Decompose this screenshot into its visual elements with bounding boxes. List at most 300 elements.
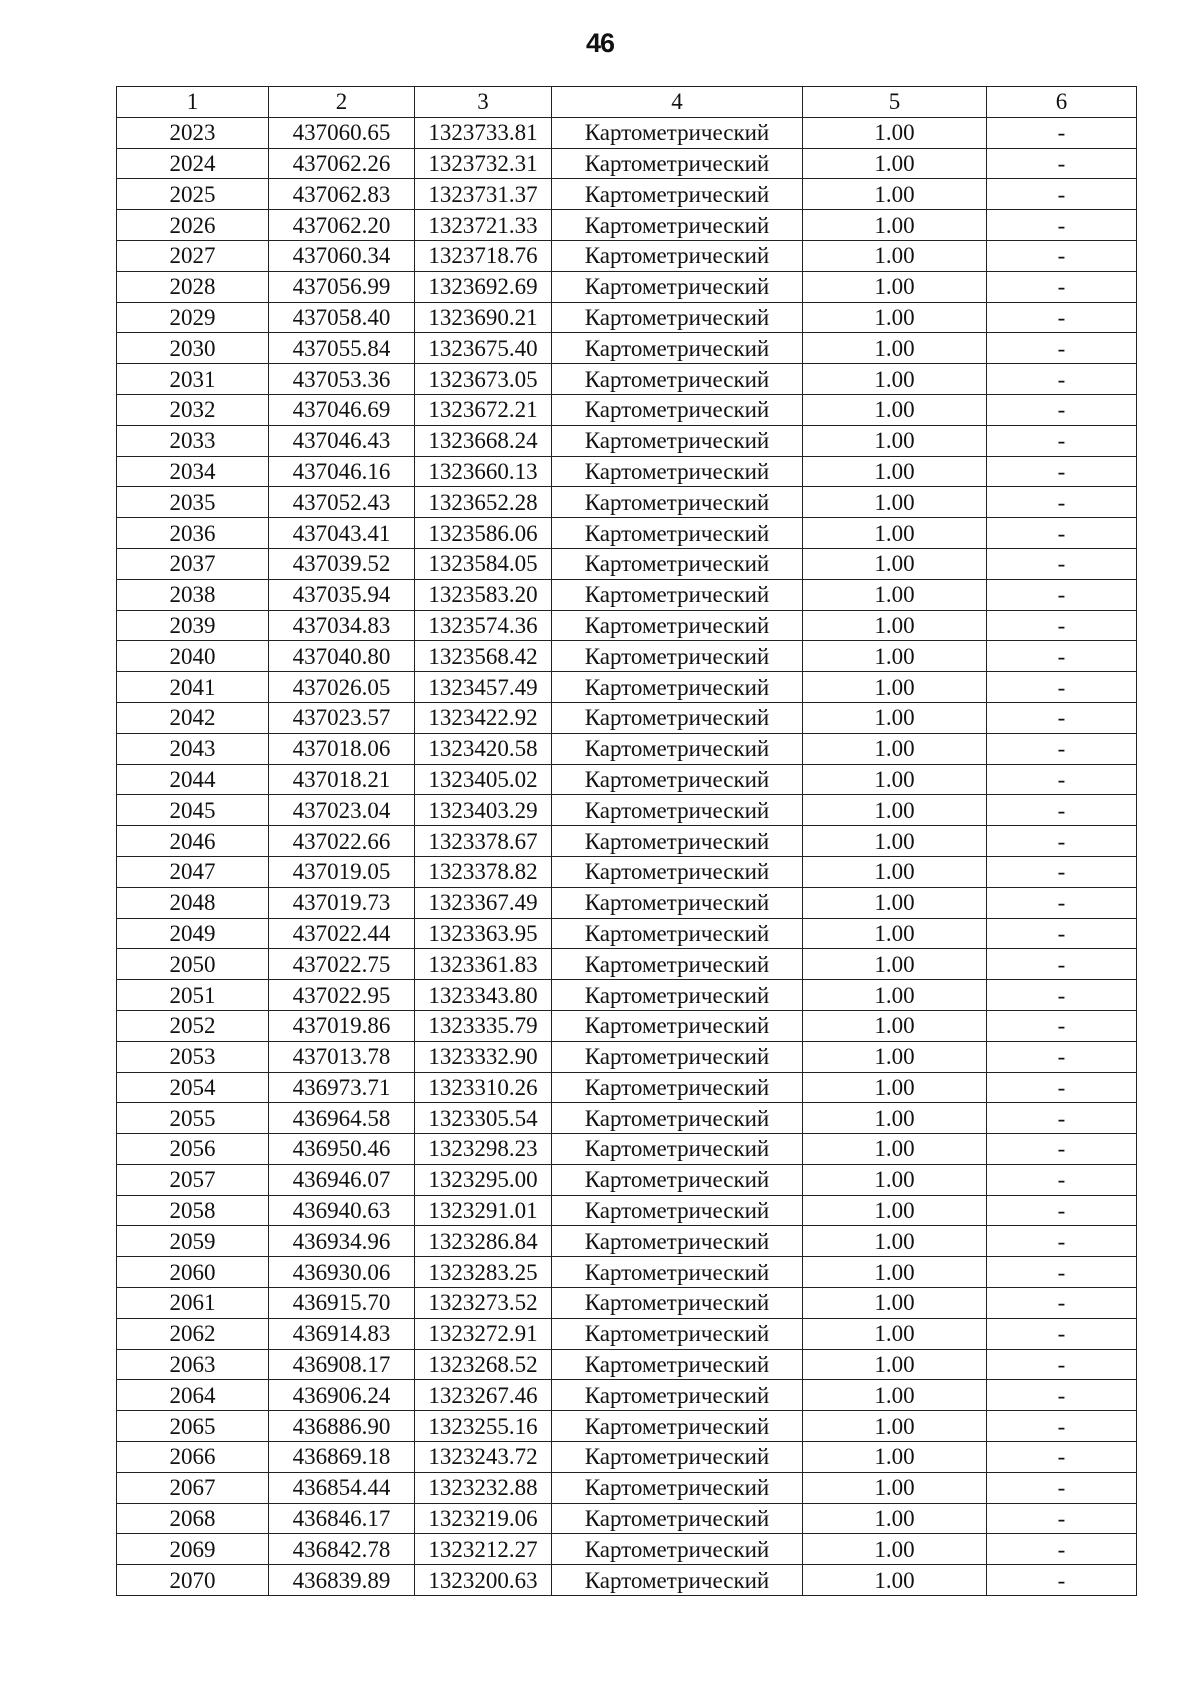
point-number-cell: 2039 — [117, 610, 269, 641]
table-row — [117, 1349, 1137, 1380]
method-cell: Картометрический — [552, 1041, 803, 1072]
note-cell: - — [987, 1380, 1137, 1411]
accuracy-cell: 1.00 — [803, 887, 987, 918]
note-cell: - — [987, 364, 1137, 395]
table-row — [117, 148, 1137, 179]
table-row — [117, 1103, 1137, 1134]
accuracy-cell: 1.00 — [803, 179, 987, 210]
point-number-cell: 2030 — [117, 333, 269, 364]
y-coordinate-cell: 1323403.29 — [415, 795, 552, 826]
accuracy-cell: 1.00 — [803, 394, 987, 425]
note-cell: - — [987, 1164, 1137, 1195]
note-cell: - — [987, 579, 1137, 610]
accuracy-cell: 1.00 — [803, 518, 987, 549]
method-cell: Картометрический — [552, 1288, 803, 1319]
note-cell: - — [987, 1318, 1137, 1349]
note-cell: - — [987, 179, 1137, 210]
method-cell: Картометрический — [552, 487, 803, 518]
x-coordinate-cell: 437043.41 — [269, 518, 415, 549]
y-coordinate-cell: 1323200.63 — [415, 1565, 552, 1596]
y-coordinate-cell: 1323405.02 — [415, 764, 552, 795]
x-coordinate-cell: 437062.26 — [269, 148, 415, 179]
table-row — [117, 1503, 1137, 1534]
y-coordinate-cell: 1323568.42 — [415, 641, 552, 672]
note-cell: - — [987, 302, 1137, 333]
y-coordinate-cell: 1323586.06 — [415, 518, 552, 549]
point-number-cell: 2068 — [117, 1503, 269, 1534]
point-number-cell: 2035 — [117, 487, 269, 518]
accuracy-cell: 1.00 — [803, 1534, 987, 1565]
point-number-cell: 2063 — [117, 1349, 269, 1380]
note-cell: - — [987, 1565, 1137, 1596]
method-cell: Картометрический — [552, 333, 803, 364]
point-number-cell: 2051 — [117, 980, 269, 1011]
table-row — [117, 1010, 1137, 1041]
table-row — [117, 887, 1137, 918]
y-coordinate-cell: 1323672.21 — [415, 394, 552, 425]
note-cell: - — [987, 887, 1137, 918]
x-coordinate-cell: 437022.75 — [269, 949, 415, 980]
method-cell: Картометрический — [552, 1503, 803, 1534]
point-number-cell: 2045 — [117, 795, 269, 826]
note-cell: - — [987, 548, 1137, 579]
note-cell: - — [987, 918, 1137, 949]
table-row — [117, 271, 1137, 302]
table-row — [117, 333, 1137, 364]
y-coordinate-cell: 1323652.28 — [415, 487, 552, 518]
method-cell: Картометрический — [552, 949, 803, 980]
table-row — [117, 1226, 1137, 1257]
method-cell: Картометрический — [552, 579, 803, 610]
note-cell: - — [987, 949, 1137, 980]
y-coordinate-cell: 1323378.67 — [415, 826, 552, 857]
note-cell: - — [987, 1534, 1137, 1565]
accuracy-cell: 1.00 — [803, 1565, 987, 1596]
y-coordinate-cell: 1323267.46 — [415, 1380, 552, 1411]
method-cell: Картометрический — [552, 1349, 803, 1380]
table-row — [117, 1565, 1137, 1596]
y-coordinate-cell: 1323420.58 — [415, 733, 552, 764]
accuracy-cell: 1.00 — [803, 1257, 987, 1288]
note-cell: - — [987, 210, 1137, 241]
method-cell: Картометрический — [552, 148, 803, 179]
note-cell: - — [987, 1442, 1137, 1473]
note-cell: - — [987, 394, 1137, 425]
method-cell: Картометрический — [552, 1164, 803, 1195]
table-row — [117, 179, 1137, 210]
method-cell: Картометрический — [552, 364, 803, 395]
table-row — [117, 826, 1137, 857]
accuracy-cell: 1.00 — [803, 1072, 987, 1103]
x-coordinate-cell: 436946.07 — [269, 1164, 415, 1195]
point-number-cell: 2040 — [117, 641, 269, 672]
table-row — [117, 672, 1137, 703]
x-coordinate-cell: 436906.24 — [269, 1380, 415, 1411]
table-row — [117, 733, 1137, 764]
point-number-cell: 2066 — [117, 1442, 269, 1473]
note-cell: - — [987, 1411, 1137, 1442]
accuracy-cell: 1.00 — [803, 795, 987, 826]
table-row — [117, 518, 1137, 549]
table-header — [117, 87, 1137, 118]
point-number-cell: 2044 — [117, 764, 269, 795]
note-cell: - — [987, 795, 1137, 826]
y-coordinate-cell: 1323291.01 — [415, 1195, 552, 1226]
accuracy-cell: 1.00 — [803, 1442, 987, 1473]
note-cell: - — [987, 610, 1137, 641]
y-coordinate-cell: 1323305.54 — [415, 1103, 552, 1134]
x-coordinate-cell: 437034.83 — [269, 610, 415, 641]
column-header: 1 — [117, 87, 269, 118]
y-coordinate-cell: 1323690.21 — [415, 302, 552, 333]
table-row — [117, 641, 1137, 672]
point-number-cell: 2061 — [117, 1288, 269, 1319]
x-coordinate-cell: 437046.16 — [269, 456, 415, 487]
point-number-cell: 2025 — [117, 179, 269, 210]
accuracy-cell: 1.00 — [803, 1318, 987, 1349]
y-coordinate-cell: 1323273.52 — [415, 1288, 552, 1319]
accuracy-cell: 1.00 — [803, 733, 987, 764]
x-coordinate-cell: 436950.46 — [269, 1134, 415, 1165]
accuracy-cell: 1.00 — [803, 826, 987, 857]
note-cell: - — [987, 1195, 1137, 1226]
method-cell: Картометрический — [552, 1472, 803, 1503]
accuracy-cell: 1.00 — [803, 271, 987, 302]
accuracy-cell: 1.00 — [803, 1349, 987, 1380]
accuracy-cell: 1.00 — [803, 364, 987, 395]
x-coordinate-cell: 436973.71 — [269, 1072, 415, 1103]
note-cell: - — [987, 240, 1137, 271]
y-coordinate-cell: 1323298.23 — [415, 1134, 552, 1165]
x-coordinate-cell: 437022.95 — [269, 980, 415, 1011]
y-coordinate-cell: 1323268.52 — [415, 1349, 552, 1380]
accuracy-cell: 1.00 — [803, 949, 987, 980]
table-row — [117, 394, 1137, 425]
x-coordinate-cell: 436908.17 — [269, 1349, 415, 1380]
note-cell: - — [987, 1226, 1137, 1257]
method-cell: Картометрический — [552, 1565, 803, 1596]
x-coordinate-cell: 436842.78 — [269, 1534, 415, 1565]
y-coordinate-cell: 1323361.83 — [415, 949, 552, 980]
y-coordinate-cell: 1323212.27 — [415, 1534, 552, 1565]
accuracy-cell: 1.00 — [803, 456, 987, 487]
point-number-cell: 2028 — [117, 271, 269, 302]
table-row — [117, 949, 1137, 980]
method-cell: Картометрический — [552, 302, 803, 333]
y-coordinate-cell: 1323255.16 — [415, 1411, 552, 1442]
point-number-cell: 2069 — [117, 1534, 269, 1565]
method-cell: Картометрический — [552, 1072, 803, 1103]
point-number-cell: 2034 — [117, 456, 269, 487]
method-cell: Картометрический — [552, 1010, 803, 1041]
column-header: 2 — [269, 87, 415, 118]
table-row — [117, 579, 1137, 610]
method-cell: Картометрический — [552, 394, 803, 425]
x-coordinate-cell: 437026.05 — [269, 672, 415, 703]
accuracy-cell: 1.00 — [803, 117, 987, 148]
table-row — [117, 210, 1137, 241]
x-coordinate-cell: 436940.63 — [269, 1195, 415, 1226]
method-cell: Картометрический — [552, 1195, 803, 1226]
x-coordinate-cell: 437058.40 — [269, 302, 415, 333]
y-coordinate-cell: 1323286.84 — [415, 1226, 552, 1257]
accuracy-cell: 1.00 — [803, 1503, 987, 1534]
point-number-cell: 2050 — [117, 949, 269, 980]
point-number-cell: 2059 — [117, 1226, 269, 1257]
method-cell: Картометрический — [552, 1257, 803, 1288]
x-coordinate-cell: 436846.17 — [269, 1503, 415, 1534]
method-cell: Картометрический — [552, 641, 803, 672]
accuracy-cell: 1.00 — [803, 980, 987, 1011]
point-number-cell: 2054 — [117, 1072, 269, 1103]
method-cell: Картометрический — [552, 1226, 803, 1257]
point-number-cell: 2043 — [117, 733, 269, 764]
x-coordinate-cell: 437056.99 — [269, 271, 415, 302]
accuracy-cell: 1.00 — [803, 548, 987, 579]
y-coordinate-cell: 1323660.13 — [415, 456, 552, 487]
accuracy-cell: 1.00 — [803, 148, 987, 179]
method-cell: Картометрический — [552, 980, 803, 1011]
point-number-cell: 2047 — [117, 856, 269, 887]
method-cell: Картометрический — [552, 240, 803, 271]
x-coordinate-cell: 437023.57 — [269, 702, 415, 733]
table-row — [117, 364, 1137, 395]
note-cell: - — [987, 1103, 1137, 1134]
page-number: 46 — [585, 28, 615, 58]
x-coordinate-cell: 437046.43 — [269, 425, 415, 456]
table-row — [117, 425, 1137, 456]
accuracy-cell: 1.00 — [803, 333, 987, 364]
x-coordinate-cell: 437046.69 — [269, 394, 415, 425]
note-cell: - — [987, 456, 1137, 487]
point-number-cell: 2058 — [117, 1195, 269, 1226]
y-coordinate-cell: 1323363.95 — [415, 918, 552, 949]
table-row — [117, 117, 1137, 148]
x-coordinate-cell: 437018.06 — [269, 733, 415, 764]
accuracy-cell: 1.00 — [803, 425, 987, 456]
point-number-cell: 2032 — [117, 394, 269, 425]
table-row — [117, 1411, 1137, 1442]
note-cell: - — [987, 1349, 1137, 1380]
x-coordinate-cell: 437018.21 — [269, 764, 415, 795]
note-cell: - — [987, 117, 1137, 148]
x-coordinate-cell: 437035.94 — [269, 579, 415, 610]
note-cell: - — [987, 1288, 1137, 1319]
method-cell: Картометрический — [552, 795, 803, 826]
table-row — [117, 1380, 1137, 1411]
method-cell: Картометрический — [552, 764, 803, 795]
y-coordinate-cell: 1323733.81 — [415, 117, 552, 148]
x-coordinate-cell: 437052.43 — [269, 487, 415, 518]
y-coordinate-cell: 1323668.24 — [415, 425, 552, 456]
method-cell: Картометрический — [552, 610, 803, 641]
accuracy-cell: 1.00 — [803, 764, 987, 795]
method-cell: Картометрический — [552, 1318, 803, 1349]
note-cell: - — [987, 1010, 1137, 1041]
x-coordinate-cell: 437053.36 — [269, 364, 415, 395]
table-row — [117, 1195, 1137, 1226]
method-cell: Картометрический — [552, 826, 803, 857]
accuracy-cell: 1.00 — [803, 1010, 987, 1041]
note-cell: - — [987, 980, 1137, 1011]
y-coordinate-cell: 1323343.80 — [415, 980, 552, 1011]
accuracy-cell: 1.00 — [803, 610, 987, 641]
point-number-cell: 2057 — [117, 1164, 269, 1195]
point-number-cell: 2036 — [117, 518, 269, 549]
y-coordinate-cell: 1323584.05 — [415, 548, 552, 579]
point-number-cell: 2046 — [117, 826, 269, 857]
method-cell: Картометрический — [552, 1134, 803, 1165]
accuracy-cell: 1.00 — [803, 1134, 987, 1165]
accuracy-cell: 1.00 — [803, 1288, 987, 1319]
y-coordinate-cell: 1323732.31 — [415, 148, 552, 179]
note-cell: - — [987, 333, 1137, 364]
method-cell: Картометрический — [552, 672, 803, 703]
accuracy-cell: 1.00 — [803, 1380, 987, 1411]
y-coordinate-cell: 1323718.76 — [415, 240, 552, 271]
x-coordinate-cell: 437062.20 — [269, 210, 415, 241]
table-row — [117, 548, 1137, 579]
x-coordinate-cell: 437022.66 — [269, 826, 415, 857]
y-coordinate-cell: 1323721.33 — [415, 210, 552, 241]
y-coordinate-cell: 1323332.90 — [415, 1041, 552, 1072]
point-number-cell: 2041 — [117, 672, 269, 703]
method-cell: Картометрический — [552, 733, 803, 764]
accuracy-cell: 1.00 — [803, 1411, 987, 1442]
x-coordinate-cell: 437013.78 — [269, 1041, 415, 1072]
method-cell: Картометрический — [552, 518, 803, 549]
note-cell: - — [987, 1072, 1137, 1103]
accuracy-cell: 1.00 — [803, 1195, 987, 1226]
point-number-cell: 2029 — [117, 302, 269, 333]
table-row — [117, 456, 1137, 487]
x-coordinate-cell: 436964.58 — [269, 1103, 415, 1134]
y-coordinate-cell: 1323692.69 — [415, 271, 552, 302]
y-coordinate-cell: 1323675.40 — [415, 333, 552, 364]
y-coordinate-cell: 1323232.88 — [415, 1472, 552, 1503]
table-row — [117, 1164, 1137, 1195]
x-coordinate-cell: 437055.84 — [269, 333, 415, 364]
accuracy-cell: 1.00 — [803, 210, 987, 241]
x-coordinate-cell: 437023.04 — [269, 795, 415, 826]
method-cell: Картометрический — [552, 425, 803, 456]
point-number-cell: 2067 — [117, 1472, 269, 1503]
point-number-cell: 2049 — [117, 918, 269, 949]
point-number-cell: 2052 — [117, 1010, 269, 1041]
y-coordinate-cell: 1323422.92 — [415, 702, 552, 733]
x-coordinate-cell: 437062.83 — [269, 179, 415, 210]
x-coordinate-cell: 436854.44 — [269, 1472, 415, 1503]
method-cell: Картометрический — [552, 887, 803, 918]
x-coordinate-cell: 437039.52 — [269, 548, 415, 579]
table-row — [117, 918, 1137, 949]
table-body — [117, 117, 1137, 1595]
point-number-cell: 2062 — [117, 1318, 269, 1349]
x-coordinate-cell: 436839.89 — [269, 1565, 415, 1596]
method-cell: Картометрический — [552, 918, 803, 949]
x-coordinate-cell: 437019.05 — [269, 856, 415, 887]
y-coordinate-cell: 1323219.06 — [415, 1503, 552, 1534]
accuracy-cell: 1.00 — [803, 702, 987, 733]
point-number-cell: 2060 — [117, 1257, 269, 1288]
method-cell: Картометрический — [552, 1411, 803, 1442]
note-cell: - — [987, 271, 1137, 302]
table-row — [117, 302, 1137, 333]
point-number-cell: 2065 — [117, 1411, 269, 1442]
y-coordinate-cell: 1323731.37 — [415, 179, 552, 210]
table-row — [117, 980, 1137, 1011]
point-number-cell: 2056 — [117, 1134, 269, 1165]
y-coordinate-cell: 1323457.49 — [415, 672, 552, 703]
x-coordinate-cell: 436915.70 — [269, 1288, 415, 1319]
y-coordinate-cell: 1323367.49 — [415, 887, 552, 918]
y-coordinate-cell: 1323583.20 — [415, 579, 552, 610]
note-cell: - — [987, 425, 1137, 456]
note-cell: - — [987, 826, 1137, 857]
accuracy-cell: 1.00 — [803, 487, 987, 518]
point-number-cell: 2042 — [117, 702, 269, 733]
point-number-cell: 2026 — [117, 210, 269, 241]
table-row — [117, 856, 1137, 887]
table-row — [117, 487, 1137, 518]
y-coordinate-cell: 1323335.79 — [415, 1010, 552, 1041]
y-coordinate-cell: 1323310.26 — [415, 1072, 552, 1103]
column-header: 5 — [803, 87, 987, 118]
method-cell: Картометрический — [552, 117, 803, 148]
method-cell: Картометрический — [552, 548, 803, 579]
method-cell: Картометрический — [552, 1380, 803, 1411]
coordinates-table — [116, 86, 1137, 1596]
accuracy-cell: 1.00 — [803, 1041, 987, 1072]
x-coordinate-cell: 437060.34 — [269, 240, 415, 271]
column-header: 6 — [987, 87, 1137, 118]
y-coordinate-cell: 1323272.91 — [415, 1318, 552, 1349]
accuracy-cell: 1.00 — [803, 1103, 987, 1134]
table-row — [117, 1442, 1137, 1473]
accuracy-cell: 1.00 — [803, 641, 987, 672]
y-coordinate-cell: 1323378.82 — [415, 856, 552, 887]
point-number-cell: 2024 — [117, 148, 269, 179]
x-coordinate-cell: 437019.86 — [269, 1010, 415, 1041]
method-cell: Картометрический — [552, 1442, 803, 1473]
accuracy-cell: 1.00 — [803, 579, 987, 610]
x-coordinate-cell: 436869.18 — [269, 1442, 415, 1473]
table-row — [117, 764, 1137, 795]
point-number-cell: 2064 — [117, 1380, 269, 1411]
accuracy-cell: 1.00 — [803, 1472, 987, 1503]
x-coordinate-cell: 437040.80 — [269, 641, 415, 672]
note-cell: - — [987, 148, 1137, 179]
table-row — [117, 610, 1137, 641]
point-number-cell: 2031 — [117, 364, 269, 395]
y-coordinate-cell: 1323673.05 — [415, 364, 552, 395]
y-coordinate-cell: 1323283.25 — [415, 1257, 552, 1288]
method-cell: Картометрический — [552, 271, 803, 302]
table-row — [117, 1257, 1137, 1288]
header-row — [117, 87, 1137, 118]
note-cell: - — [987, 641, 1137, 672]
note-cell: - — [987, 1257, 1137, 1288]
point-number-cell: 2048 — [117, 887, 269, 918]
table-row — [117, 1288, 1137, 1319]
x-coordinate-cell: 437060.65 — [269, 117, 415, 148]
method-cell: Картометрический — [552, 1103, 803, 1134]
method-cell: Картометрический — [552, 179, 803, 210]
table-row — [117, 1134, 1137, 1165]
column-header: 3 — [415, 87, 552, 118]
accuracy-cell: 1.00 — [803, 240, 987, 271]
point-number-cell: 2027 — [117, 240, 269, 271]
